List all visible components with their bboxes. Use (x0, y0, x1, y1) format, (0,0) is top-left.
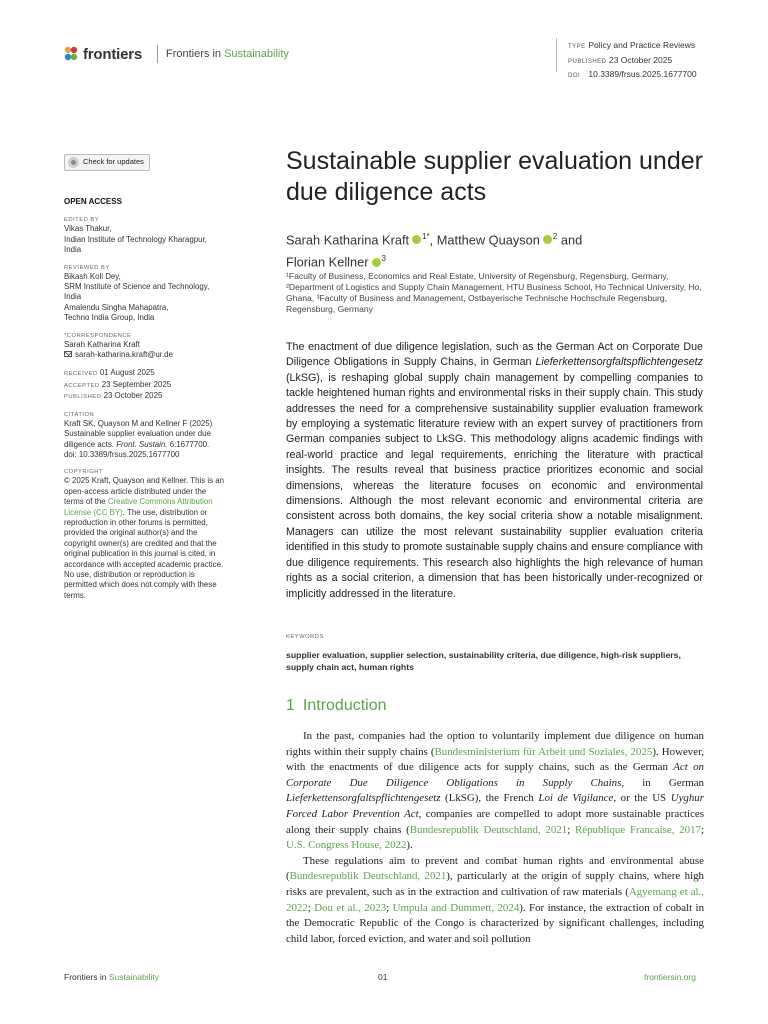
correspondence-email[interactable]: sarah-katharina.kraft@ur.de (75, 350, 173, 360)
author-name[interactable]: Florian Kellner (286, 254, 369, 270)
author-sup: 3 (381, 254, 386, 264)
copyright-line: open-access article distributed under the (64, 486, 207, 496)
published-label: PUBLISHED (568, 58, 607, 65)
copyright-line: reproduction in other forums is permitted, (64, 517, 208, 527)
citation-doi[interactable]: doi: 10.3389/frsus.2025.1677700 (64, 449, 180, 459)
reviewer-line: Techno India Group, India (64, 313, 155, 323)
correspondence-name: Sarah Katharina Kraft (64, 339, 140, 349)
editor-line: Indian Institute of Technology Kharagpur, (64, 234, 207, 244)
meta-divider (556, 38, 557, 72)
journal-name[interactable] (166, 48, 289, 60)
copyright-line: No use, distribution or reproduction is (64, 569, 195, 579)
citation-link[interactable]: U.S. Congress House, 2022 (286, 839, 407, 852)
published-date: 23 October 2025 (103, 391, 163, 401)
citation-link[interactable]: Dou et al., 2023 (314, 901, 387, 914)
section-title: Introduction (302, 697, 387, 714)
reviewer-line: SRM Institute of Science and Technology, (64, 282, 210, 292)
header-divider (157, 45, 158, 63)
received-label: RECEIVED (64, 371, 98, 378)
editor-line: Vikas Thakur, (64, 224, 112, 234)
copyright-line: . The use, distribution or (122, 507, 208, 517)
keywords: supplier evaluation, supplier selection, sustainability criteria, due diligence, high-risk suppliers, supply chain act, human rights (286, 650, 681, 672)
footer-journal-suffix: Sustainability (108, 972, 159, 982)
edited-by-label: EDITED BY (64, 217, 100, 224)
paragraph-text: In the past, companies had the option to voluntarily implement due diligence on human rights within their supply chains ( (286, 730, 704, 758)
check-updates-label: Check for updates (83, 157, 144, 167)
page-number: 01 (378, 972, 388, 982)
italic-text: Uyghur Forced Labor Prevention Act (286, 792, 704, 820)
reviewer-line: Amalendu Singha Mahapatra, (64, 302, 169, 312)
citation-label: CITATION (64, 411, 95, 418)
copyright-line: terms of the (64, 497, 108, 507)
citation-journal: Front. Sustain. (116, 439, 168, 449)
paragraph-text: (LkSG), the French (440, 792, 539, 805)
check-for-updates-button[interactable] (64, 154, 150, 171)
paragraph-text: ). However, with the enactments of due diligence acts for supply chains, such as the German (286, 745, 704, 774)
paragraph-text: ; (700, 823, 704, 836)
check-updates-icon (68, 157, 79, 168)
article-title: Sustainable supplier evaluation under due diligence acts (286, 147, 703, 206)
frontiers-logo-icon (63, 45, 79, 63)
type-value: Policy and Practice Reviews (588, 40, 696, 50)
citation-line: 6:1677700. (167, 439, 210, 449)
copyright-line: permitted which does not comply with these (64, 580, 217, 590)
correspondence-label: *CORRESPONDENCE (64, 332, 132, 339)
abstract-italic: Lieferkettensorgfaltspflichtengesetz (535, 356, 703, 369)
section-heading (286, 697, 387, 715)
reviewed-by-label: REVIEWED BY (64, 264, 110, 271)
italic-text: Act on Corporate Due Diligence Obligations in Supply Chains (286, 761, 704, 789)
paragraph-text: , in German (621, 776, 704, 789)
reviewer-line: India (64, 292, 82, 302)
author-sup: 2 (552, 232, 558, 241)
paragraph-text: ; (567, 823, 575, 836)
affiliations: ¹Faculty of Business, Economics and Real Estate, University of Regensburg, Regensburg, Germany, ²Department of Logistics and Supply Chain Management, HTU Business School, Ho Technical University, Ho, Ghana, ³Faculty of Business and Management, Ostbayerische Technische Hochschule Regensburg, Regensburg, Germany (286, 271, 702, 314)
copyright-line: original publication in this journal is cited, in (64, 549, 216, 559)
abstract-text: (LkSG), is reshaping global supply chain management by compelling companies to tackle heightened human rights and environmental risks in their supply chain. This study addresses the need for a comprehensive sustainability supplier evaluation framework by employing a systematic literature review with an expert survey of practitioners from German companies subject to LkSG. This methodology aligns academic findings with real-world practice and legal requirements, enriching the literature with practical insights. The results reveal that business practice prioritizes economic and social dimensions, whereas the literature focuses on economic and environmental dimensions. Although the most relevant economic and environmental criteria are consistent across both domains, the key social criteria show a notable misalignment. Managers can utilize the most relevant sustainability supplier evaluation criteria identified in this study to promote sustainable supply chains and ensure compliance with due diligence requirements. This research also highlights the high relevance of human rights as a social criterion, a dimension that has been historically under-recognized or implicitly addressed in the literature. (286, 371, 703, 600)
type-label: TYPE (568, 44, 586, 50)
editor-line: India (64, 245, 82, 255)
body-text (286, 729, 704, 947)
paragraph-text: , companies are compelled to adopt more sustainable practices along their supply chains ( (286, 807, 704, 836)
author-name[interactable]: Matthew Quayson (436, 232, 540, 248)
doi-value[interactable]: 10.3389/frsus.2025.1677700 (588, 69, 697, 79)
footer-journal-prefix: Frontiers in (64, 972, 109, 982)
citation-link[interactable]: Bundesministerium für Arbeit und Soziales, 2025 (434, 745, 653, 758)
accepted-label: ACCEPTED (64, 382, 100, 389)
copyright-line: copyright owner(s) are credited and that the (64, 538, 217, 548)
article-meta (568, 39, 697, 83)
paragraph-text: ). (406, 839, 413, 852)
journal-prefix: Frontiers in (166, 48, 225, 60)
paragraph-text: ; (386, 901, 393, 914)
sidebar (64, 154, 264, 601)
paragraph-text: ). For instance, the extraction of cobalt in the Democratic Republic of the Congo is characterized by significant challenges, including child labor, forced eviction, and water and soil pollution (286, 901, 705, 945)
citation-link[interactable]: Agyemang et al., 2022 (286, 885, 705, 914)
orcid-icon[interactable] (543, 235, 552, 244)
paragraph (286, 729, 704, 854)
footer-journal[interactable] (64, 972, 159, 982)
section-number: 1 (286, 697, 295, 714)
and-word: and (560, 232, 583, 248)
citation-link[interactable]: Bundesrepublik Deutschland, 2021 (289, 870, 447, 883)
copyright-line: © 2025 Kraft, Quayson and Kellner. This is an (64, 476, 225, 486)
author-list: Sarah Katharina Kraft $^{1*}$, Matthew Quayson $^2$ and Florian Kellner $^3$ (286, 232, 583, 270)
logo-wordmark: frontiers (83, 45, 143, 63)
dates-block (64, 368, 264, 402)
abstract-text: The enactment of due diligence legislation, such as the German Act on Corporate Due Diligence Obligations in Supply Chains, in German (286, 341, 703, 369)
italic-text: Loi de Vigilance (538, 792, 614, 805)
abstract (286, 340, 703, 602)
reviewer-line: Bikash Koli Dey, (64, 271, 121, 281)
frontiers-logo[interactable] (63, 44, 142, 64)
keywords-label: KEYWORDS (286, 634, 324, 640)
citation-line: diligence acts. (64, 439, 117, 449)
author-sup: 1* (422, 232, 430, 241)
copyright-line: provided the original author(s) and the (64, 528, 198, 538)
paragraph-text: ), particularly at the origin of supply chains, where high risks are prevalent, such as in the extraction and cultivation of raw materials ( (286, 870, 704, 898)
paragraph-text: , or the US (613, 792, 671, 805)
copyright-line: terms. (64, 590, 86, 600)
journal-suffix: Sustainability (224, 48, 289, 60)
received-date: 01 August 2025 (99, 368, 155, 378)
citation-line: Sustainable supplier evaluation under due (64, 429, 211, 439)
cc-by-link[interactable]: License (CC BY) (64, 507, 123, 517)
copyright-label: COPYRIGHT (64, 469, 103, 476)
paragraph (286, 854, 704, 948)
cc-license-link[interactable]: Creative Commons Attribution (107, 497, 213, 507)
footer-site-link[interactable]: frontiersin.org (644, 972, 696, 982)
orcid-icon[interactable] (372, 258, 381, 267)
accepted-date: 23 September 2025 (101, 379, 172, 389)
doi-label: DOI (568, 73, 581, 79)
paragraph-text: ; (307, 901, 315, 914)
citation-link[interactable]: République Francaise, 2017 (574, 823, 701, 836)
citation-link[interactable]: Umpula and Dummett, 2024 (392, 901, 520, 914)
published-value: 23 October 2025 (608, 54, 673, 65)
citation-line: Kraft SK, Quayson M and Kellner F (2025) (64, 418, 213, 428)
paragraph-text: These regulations aim to prevent and combat human rights and environmental abuse ( (286, 854, 704, 883)
copyright-line: accordance with accepted academic practice. (64, 559, 224, 569)
published-label: PUBLISHED (64, 394, 102, 401)
mail-icon (64, 351, 72, 357)
open-access-label: OPEN ACCESS (64, 197, 122, 206)
orcid-icon[interactable] (412, 235, 421, 244)
italic-text: Lieferkettensorgfaltspflichtengesetz (286, 792, 441, 805)
citation-link[interactable]: Bundesrepublik Deutschland, 2021 (409, 823, 568, 836)
author-name[interactable]: Sarah Katharina Kraft (286, 232, 410, 248)
